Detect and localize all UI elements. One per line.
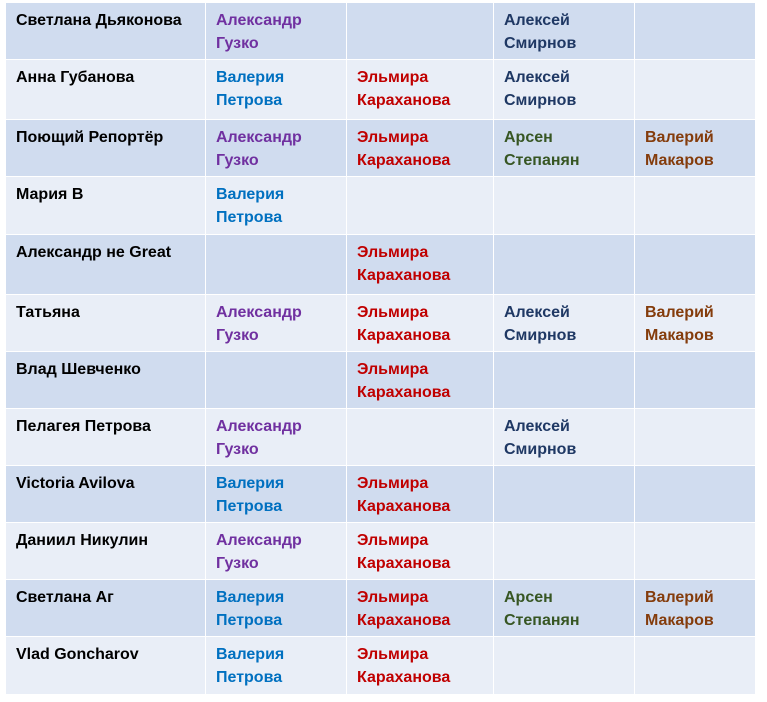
vote-label: Арсен Степанян bbox=[504, 129, 580, 169]
vote-label: Алексей Смирнов bbox=[504, 304, 577, 344]
vote-label: Александр Гузко bbox=[216, 12, 302, 52]
vote-cell bbox=[347, 295, 494, 352]
vote-cell bbox=[347, 235, 494, 295]
row-name-cell bbox=[6, 523, 206, 580]
vote-cell bbox=[494, 235, 635, 295]
vote-cell bbox=[635, 60, 756, 120]
vote-cell bbox=[206, 235, 347, 295]
table-row bbox=[6, 177, 756, 235]
row-name: Светлана Аг bbox=[16, 589, 114, 606]
vote-cell bbox=[206, 60, 347, 120]
vote-cell bbox=[347, 352, 494, 409]
vote-label: Эльмира Караханова bbox=[357, 129, 451, 169]
vote-label: Эльмира Караханова bbox=[357, 532, 451, 572]
row-name: Пелагея Петрова bbox=[16, 418, 151, 435]
row-name-cell bbox=[6, 177, 206, 235]
vote-label: Эльмира Караханова bbox=[357, 646, 451, 686]
vote-cell bbox=[635, 409, 756, 466]
row-name: Александр не Great bbox=[16, 244, 172, 261]
contestant-table bbox=[6, 3, 756, 695]
vote-cell bbox=[347, 637, 494, 695]
row-name-cell bbox=[6, 235, 206, 295]
vote-cell bbox=[635, 3, 756, 60]
row-name-cell bbox=[6, 637, 206, 695]
table-row bbox=[6, 235, 756, 295]
vote-cell bbox=[347, 60, 494, 120]
vote-label: Алексей Смирнов bbox=[504, 69, 577, 109]
vote-label: Эльмира Караханова bbox=[357, 69, 451, 109]
vote-cell bbox=[635, 580, 756, 637]
row-name: Анна Губанова bbox=[16, 69, 135, 86]
row-name-cell bbox=[6, 3, 206, 60]
vote-cell bbox=[206, 580, 347, 637]
vote-cell bbox=[635, 295, 756, 352]
vote-cell bbox=[494, 60, 635, 120]
vote-cell bbox=[206, 409, 347, 466]
vote-cell bbox=[206, 466, 347, 523]
vote-label: Валерий Макаров bbox=[645, 589, 714, 629]
vote-cell bbox=[347, 466, 494, 523]
row-name-cell bbox=[6, 60, 206, 120]
vote-cell bbox=[347, 177, 494, 235]
vote-label: Валерия Петрова bbox=[216, 646, 285, 686]
table-row bbox=[6, 120, 756, 177]
vote-cell bbox=[206, 3, 347, 60]
vote-cell bbox=[635, 352, 756, 409]
vote-label: Эльмира Караханова bbox=[357, 475, 451, 515]
row-name: Мария В bbox=[16, 186, 84, 203]
vote-label: Валерия Петрова bbox=[216, 589, 285, 629]
vote-cell bbox=[635, 177, 756, 235]
vote-cell bbox=[494, 466, 635, 523]
vote-label: Валерия Петрова bbox=[216, 475, 285, 515]
vote-cell bbox=[494, 637, 635, 695]
vote-label: Алексей Смирнов bbox=[504, 418, 577, 458]
vote-cell bbox=[206, 523, 347, 580]
table-row bbox=[6, 580, 756, 637]
vote-cell bbox=[206, 177, 347, 235]
table-row bbox=[6, 637, 756, 695]
vote-cell bbox=[635, 466, 756, 523]
vote-cell bbox=[494, 120, 635, 177]
row-name: Поющий Репортёр bbox=[16, 129, 164, 146]
vote-cell bbox=[635, 120, 756, 177]
vote-label: Александр Гузко bbox=[216, 532, 302, 572]
vote-cell bbox=[635, 523, 756, 580]
vote-cell bbox=[635, 637, 756, 695]
vote-cell bbox=[347, 580, 494, 637]
vote-cell bbox=[206, 352, 347, 409]
vote-cell bbox=[494, 409, 635, 466]
vote-cell bbox=[494, 580, 635, 637]
vote-cell bbox=[347, 409, 494, 466]
row-name-cell bbox=[6, 466, 206, 523]
row-name: Светлана Дьяконова bbox=[16, 12, 182, 29]
row-name-cell bbox=[6, 409, 206, 466]
table-row bbox=[6, 3, 756, 60]
row-name-cell bbox=[6, 295, 206, 352]
vote-cell bbox=[635, 235, 756, 295]
table-row bbox=[6, 60, 756, 120]
vote-label: Валерий Макаров bbox=[645, 304, 714, 344]
vote-label: Валерий Макаров bbox=[645, 129, 714, 169]
vote-label: Валерия Петрова bbox=[216, 186, 285, 226]
vote-cell bbox=[347, 3, 494, 60]
vote-label: Эльмира Караханова bbox=[357, 589, 451, 629]
vote-label: Александр Гузко bbox=[216, 129, 302, 169]
table-row bbox=[6, 523, 756, 580]
vote-cell bbox=[206, 120, 347, 177]
row-name: Vlad Goncharov bbox=[16, 646, 139, 663]
row-name: Татьяна bbox=[16, 304, 80, 321]
table-row bbox=[6, 466, 756, 523]
table-row bbox=[6, 352, 756, 409]
table-body bbox=[6, 3, 756, 695]
vote-cell bbox=[206, 295, 347, 352]
row-name-cell bbox=[6, 352, 206, 409]
vote-label: Александр Гузко bbox=[216, 418, 302, 458]
vote-cell bbox=[494, 177, 635, 235]
row-name: Даниил Никулин bbox=[16, 532, 148, 549]
vote-label: Александр Гузко bbox=[216, 304, 302, 344]
vote-label: Валерия Петрова bbox=[216, 69, 285, 109]
row-name: Влад Шевченко bbox=[16, 361, 141, 378]
vote-cell bbox=[206, 637, 347, 695]
vote-cell bbox=[494, 295, 635, 352]
vote-label: Арсен Степанян bbox=[504, 589, 580, 629]
vote-cell bbox=[494, 352, 635, 409]
table-row bbox=[6, 295, 756, 352]
vote-label: Алексей Смирнов bbox=[504, 12, 577, 52]
table-row bbox=[6, 409, 756, 466]
vote-cell bbox=[347, 120, 494, 177]
vote-cell bbox=[494, 3, 635, 60]
vote-cell bbox=[347, 523, 494, 580]
vote-label: Эльмира Караханова bbox=[357, 244, 451, 284]
row-name-cell bbox=[6, 120, 206, 177]
row-name-cell bbox=[6, 580, 206, 637]
vote-label: Эльмира Караханова bbox=[357, 304, 451, 344]
vote-label: Эльмира Караханова bbox=[357, 361, 451, 401]
row-name: Victoria Avilova bbox=[16, 475, 135, 492]
vote-cell bbox=[494, 523, 635, 580]
